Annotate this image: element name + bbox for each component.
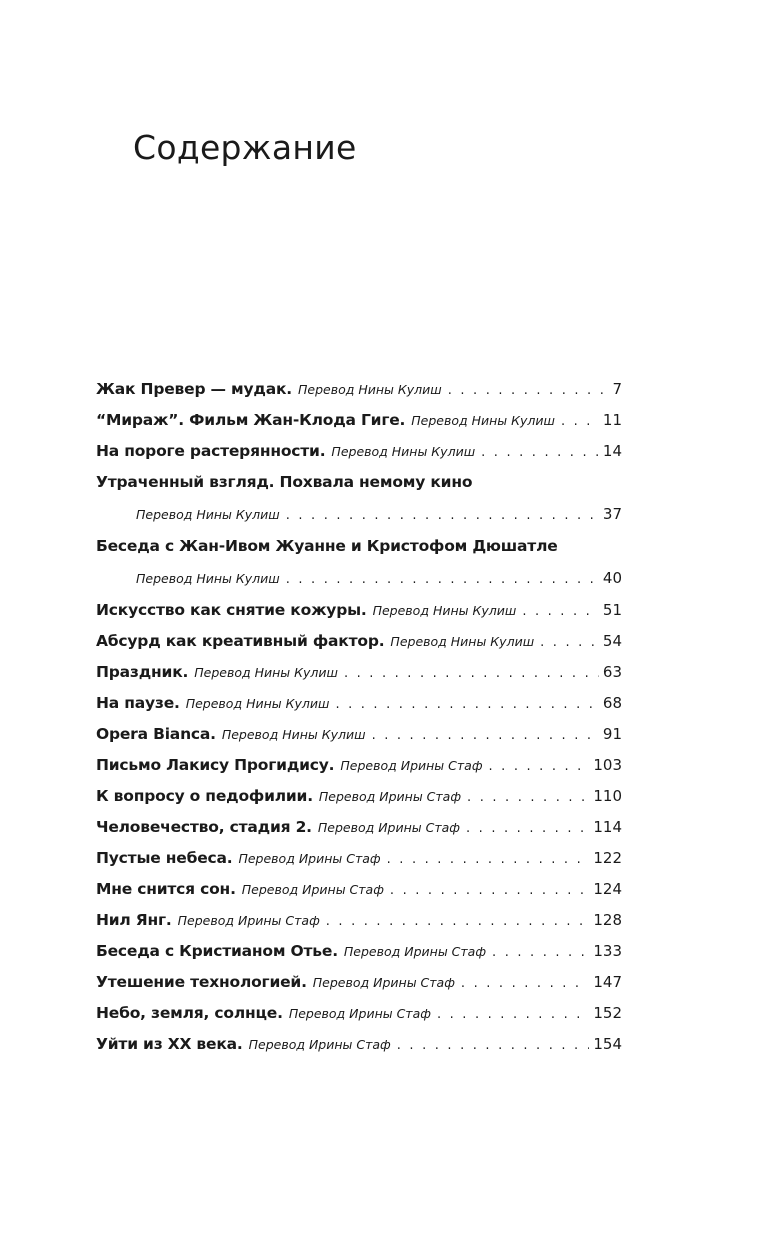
entry-translator: Перевод Нины Кулиш bbox=[136, 571, 280, 586]
entry-title: На пороге растерянности. bbox=[96, 442, 326, 460]
dot-leader bbox=[286, 563, 599, 596]
page-number: 152 bbox=[593, 1004, 622, 1022]
page-number: 37 bbox=[602, 505, 622, 523]
entry-title: Утраченный взгляд. Похвала немому кино bbox=[96, 473, 473, 491]
entry-title: Нил Янг. bbox=[96, 911, 172, 929]
entry-title: Пустые небеса. bbox=[96, 849, 233, 867]
dot-leader bbox=[492, 937, 589, 968]
dot-leader bbox=[481, 437, 599, 468]
entry-title: Праздник. bbox=[96, 663, 189, 681]
dot-leader bbox=[467, 782, 589, 813]
entry-translator: Перевод Ирины Стаф bbox=[312, 975, 455, 990]
dot-leader bbox=[286, 499, 599, 532]
page-number: 128 bbox=[593, 911, 622, 929]
entry-translator: Перевод Ирины Стаф bbox=[343, 944, 487, 959]
toc-entry[interactable] bbox=[96, 905, 622, 936]
dot-leader bbox=[372, 720, 599, 751]
entry-title: Жак Превер — мудак. bbox=[96, 380, 292, 398]
page-number: 147 bbox=[593, 973, 622, 991]
entry-translator: Перевод Ирины Стаф bbox=[288, 1006, 431, 1021]
page-number: 133 bbox=[593, 942, 622, 960]
toc-entry[interactable] bbox=[96, 936, 622, 967]
toc-entry[interactable] bbox=[96, 750, 622, 781]
entry-translator: Перевод Ирины Стаф bbox=[318, 789, 462, 804]
entry-title: Мне снится сон. bbox=[96, 880, 236, 898]
page-number: 154 bbox=[593, 1035, 622, 1053]
page-number: 7 bbox=[612, 380, 622, 398]
dot-leader bbox=[397, 1030, 590, 1061]
toc-entry[interactable] bbox=[96, 688, 622, 719]
toc-entry[interactable] bbox=[96, 719, 622, 750]
page-number: 68 bbox=[602, 694, 622, 712]
entry-translator: Перевод Нины Кулиш bbox=[390, 634, 535, 649]
page-number: 103 bbox=[593, 756, 622, 774]
entry-title: Утешение технологией. bbox=[96, 973, 307, 991]
toc-entry[interactable] bbox=[96, 405, 622, 436]
entry-title: Беседа с Жан-Ивом Жуанне и Кристофом Дюшатле bbox=[96, 537, 558, 555]
toc-entry-title-line[interactable] bbox=[96, 531, 622, 562]
toc-entry-title-line[interactable] bbox=[96, 467, 622, 498]
dot-leader bbox=[437, 999, 589, 1030]
dot-leader bbox=[489, 751, 590, 782]
page-number: 114 bbox=[593, 818, 622, 836]
entry-translator: Перевод Нины Кулиш bbox=[221, 727, 366, 742]
entry-translator: Перевод Нины Кулиш bbox=[298, 382, 442, 397]
toc-entry[interactable] bbox=[96, 436, 622, 467]
toc-entry[interactable] bbox=[96, 843, 622, 874]
dot-leader bbox=[540, 627, 599, 658]
entry-title: Человечество, стадия 2. bbox=[96, 818, 312, 836]
page-number: 54 bbox=[602, 632, 622, 650]
dot-leader bbox=[466, 813, 589, 844]
dot-leader bbox=[326, 906, 590, 937]
dot-leader bbox=[561, 406, 599, 437]
toc-entry[interactable] bbox=[96, 626, 622, 657]
entry-title: Письмо Лакису Прогидису. bbox=[96, 756, 335, 774]
page-number: 124 bbox=[593, 880, 622, 898]
entry-title: Opera Bianca. bbox=[96, 725, 216, 743]
entry-translator: Перевод Нины Кулиш bbox=[331, 444, 476, 459]
dot-leader bbox=[390, 875, 589, 906]
toc-entry-detail-line[interactable] bbox=[96, 498, 622, 531]
entry-translator: Перевод Ирины Стаф bbox=[241, 882, 384, 897]
entry-title: Искусство как снятие кожуры. bbox=[96, 601, 367, 619]
toc-entry[interactable] bbox=[96, 812, 622, 843]
page-number: 11 bbox=[602, 411, 622, 429]
dot-leader bbox=[448, 375, 604, 406]
page-number: 122 bbox=[593, 849, 622, 867]
page-number: 14 bbox=[602, 442, 622, 460]
dot-leader bbox=[387, 844, 590, 875]
entry-title: К вопросу о педофилии. bbox=[96, 787, 313, 805]
toc-entry[interactable] bbox=[96, 781, 622, 812]
toc-entry[interactable] bbox=[96, 374, 622, 405]
toc-entry[interactable] bbox=[96, 874, 622, 905]
entry-translator: Перевод Ирины Стаф bbox=[177, 913, 320, 928]
toc-entry[interactable] bbox=[96, 595, 622, 626]
page-number: 91 bbox=[602, 725, 622, 743]
table-of-contents bbox=[96, 374, 622, 1060]
toc-entry-detail-line[interactable] bbox=[96, 562, 622, 595]
toc-entry[interactable] bbox=[96, 998, 622, 1029]
entry-translator: Перевод Ирины Стаф bbox=[248, 1037, 391, 1052]
entry-title: Абсурд как креативный фактор. bbox=[96, 632, 385, 650]
toc-entry[interactable] bbox=[96, 657, 622, 688]
entry-title: Уйти из XX века. bbox=[96, 1035, 243, 1053]
entry-translator: Перевод Нины Кулиш bbox=[372, 603, 517, 618]
dot-leader bbox=[522, 596, 599, 627]
entry-translator: Перевод Ирины Стаф bbox=[340, 758, 483, 773]
entry-translator: Перевод Нины Кулиш bbox=[411, 413, 555, 428]
entry-translator: Перевод Ирины Стаф bbox=[317, 820, 460, 835]
entry-title: На паузе. bbox=[96, 694, 180, 712]
dot-leader bbox=[461, 968, 589, 999]
page-number: 63 bbox=[602, 663, 622, 681]
dot-leader bbox=[344, 658, 599, 689]
page-number: 110 bbox=[593, 787, 622, 805]
page-number: 51 bbox=[602, 601, 622, 619]
entry-translator: Перевод Нины Кулиш bbox=[185, 696, 330, 711]
entry-title: Беседа с Кристианом Отье. bbox=[96, 942, 338, 960]
toc-entry[interactable] bbox=[96, 967, 622, 998]
toc-entry[interactable] bbox=[96, 1029, 622, 1060]
entry-translator: Перевод Нины Кулиш bbox=[136, 507, 280, 522]
page-number: 40 bbox=[602, 569, 622, 587]
entry-title: “Мираж”. Фильм Жан-Клода Гиге. bbox=[96, 411, 406, 429]
entry-translator: Перевод Ирины Стаф bbox=[238, 851, 381, 866]
entry-title: Небо, земля, солнце. bbox=[96, 1004, 283, 1022]
entry-translator: Перевод Нины Кулиш bbox=[194, 665, 338, 680]
dot-leader bbox=[335, 689, 598, 720]
page-title: Содержание bbox=[133, 128, 357, 167]
